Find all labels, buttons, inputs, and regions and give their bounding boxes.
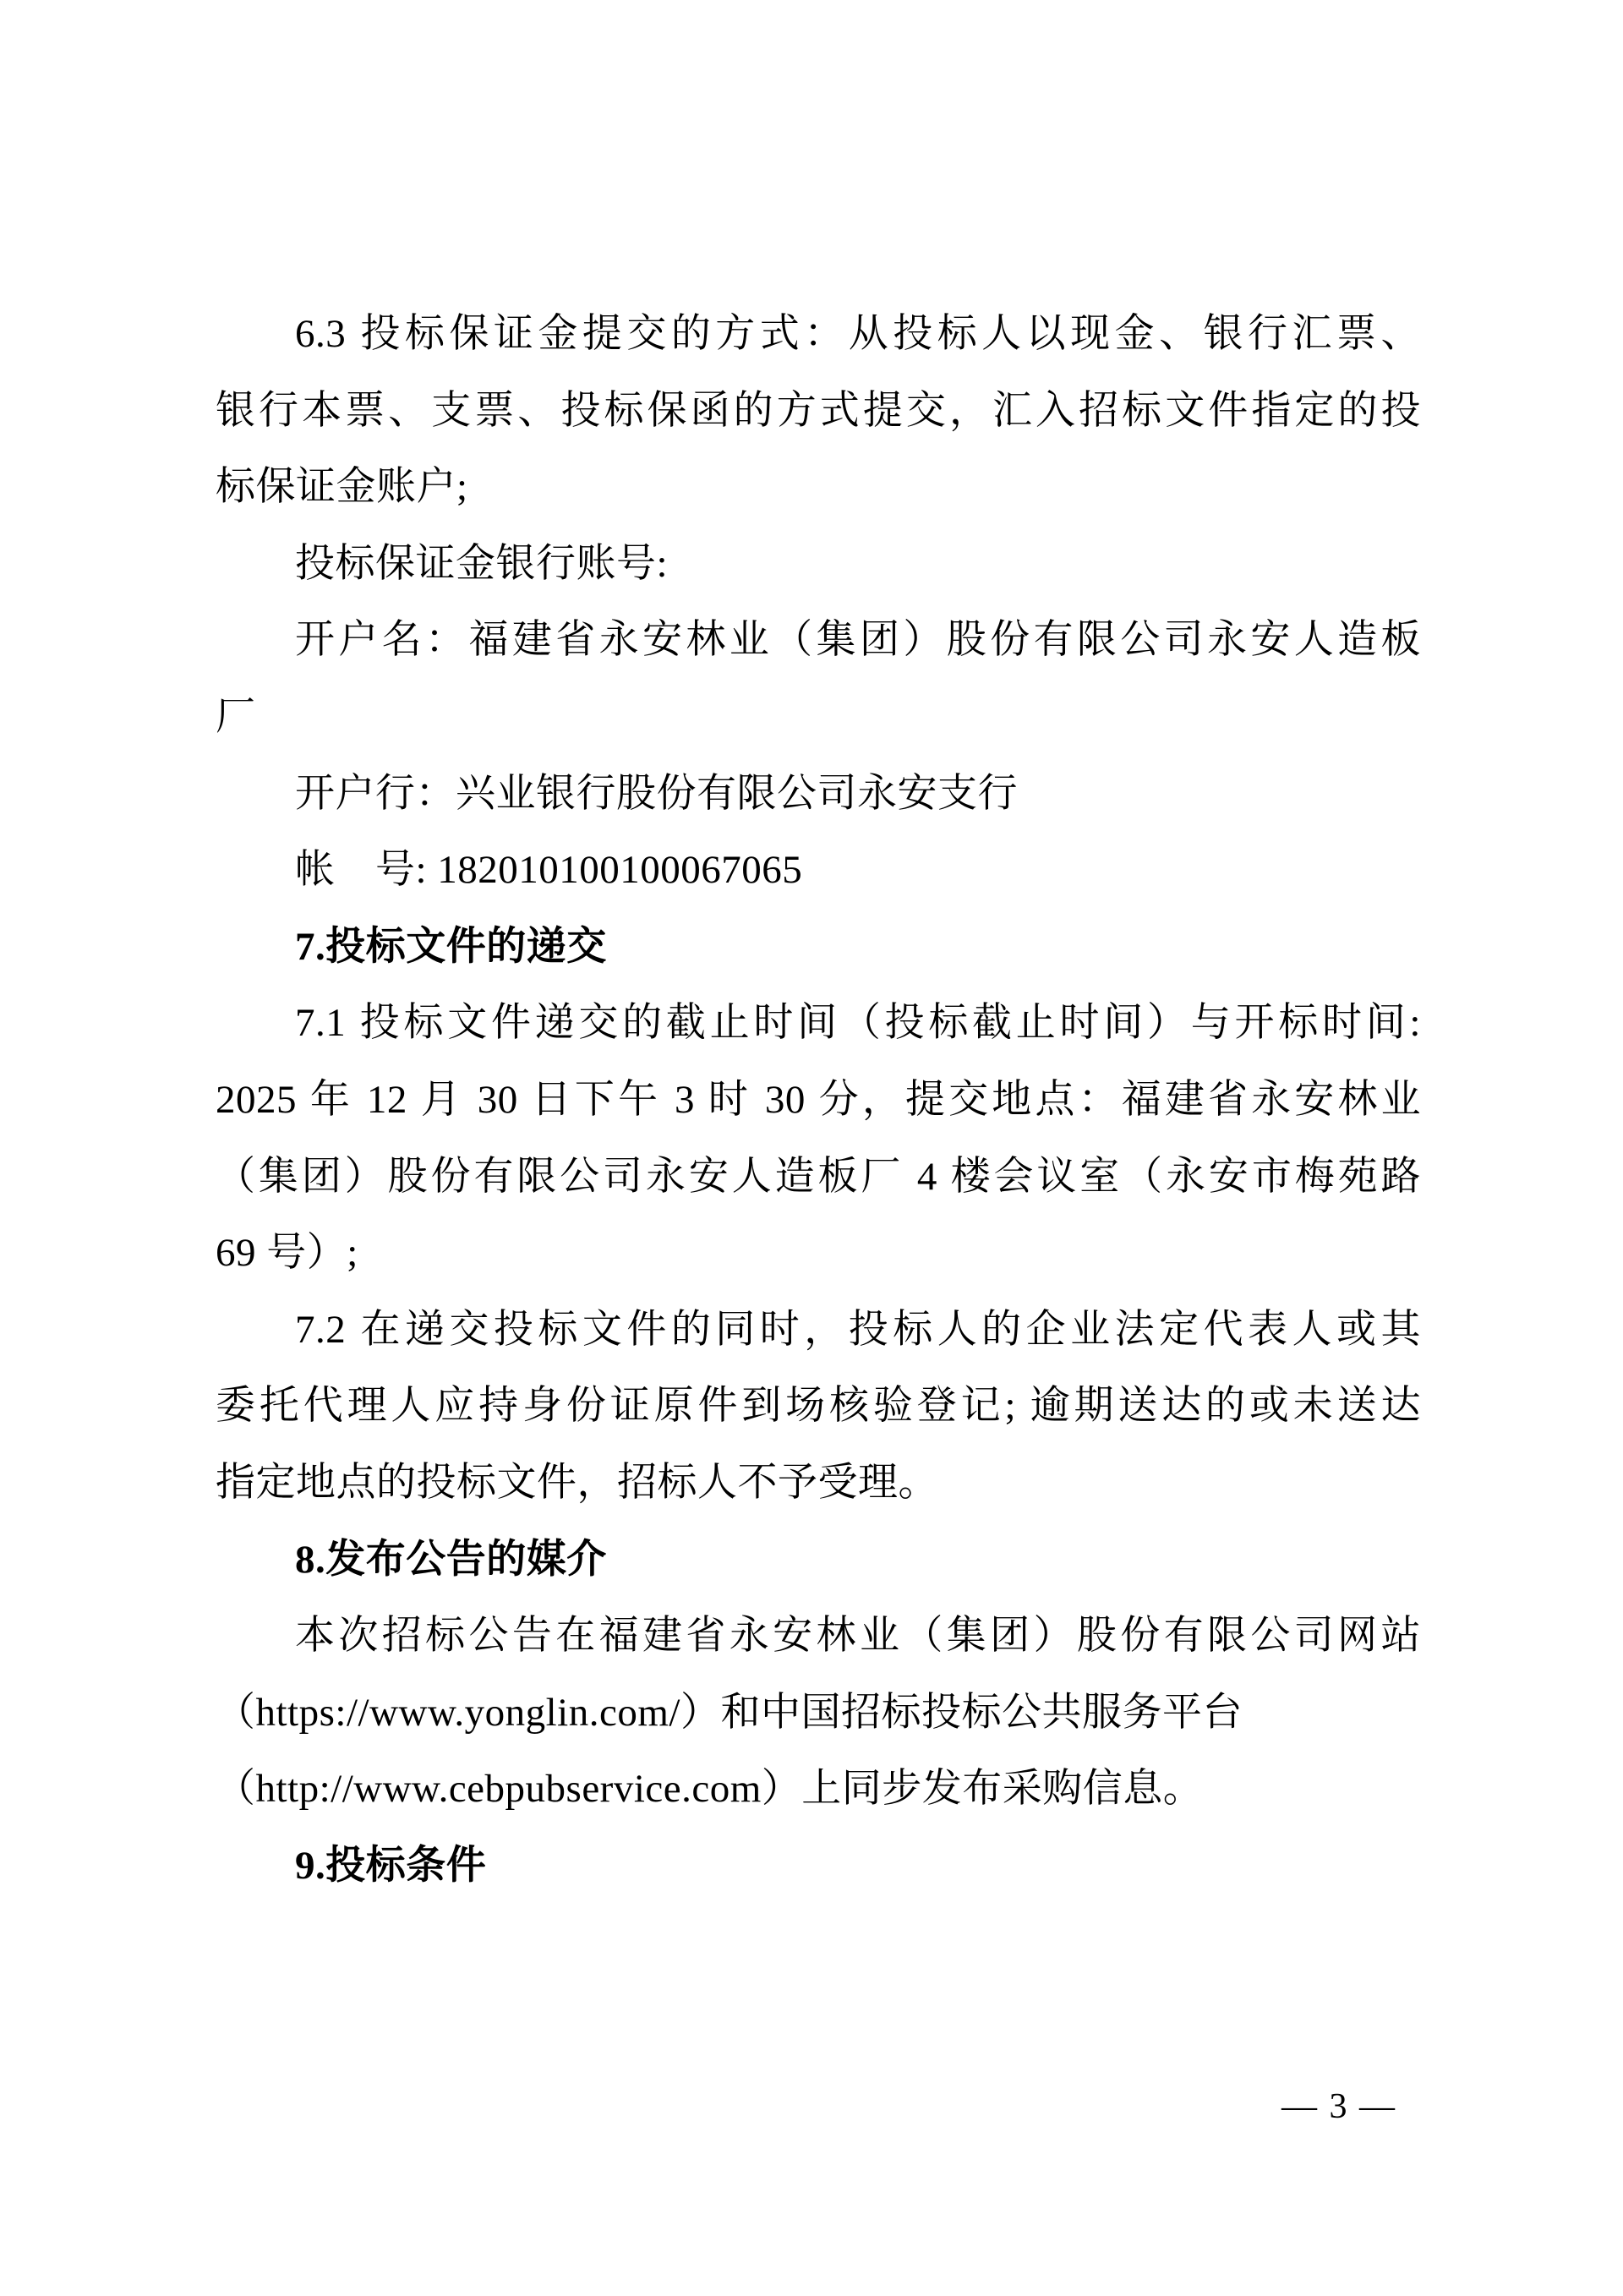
text-line: 69 号）; <box>216 1231 358 1276</box>
text-line: 8.发布公告的媒介 <box>295 1537 607 1582</box>
text-line: 本次招标公告在福建省永安林业（集团）股份有限公司网站 <box>295 1614 1421 1659</box>
text-line: （https://www.yonglin.com/）和中国招标投标公共服务平台 <box>216 1690 1243 1735</box>
text-line: 帐 号: 182010100100067065 <box>295 848 803 893</box>
text-line: 开户行：兴业银行股份有限公司永安支行 <box>295 771 1018 816</box>
text-line: （集团）股份有限公司永安人造板厂 4 楼会议室（永安市梅苑路 <box>216 1154 1421 1199</box>
text-line: 指定地点的投标文件，招标人不予受理。 <box>216 1460 938 1505</box>
text-line: 9.投标条件 <box>295 1843 487 1888</box>
text-line: 委托代理人应持身份证原件到场核验登记; 逾期送达的或未送达 <box>216 1384 1421 1429</box>
page-number: — 3 — <box>1281 2087 1396 2126</box>
text-line: 投标保证金银行账号: <box>295 541 669 586</box>
text-line: 厂 <box>216 694 256 739</box>
text-line: 2025 年 12 月 30 日下午 3 时 30 分，提交地点：福建省永安林业 <box>216 1077 1421 1122</box>
text-line: 6.3 投标保证金提交的方式：从投标人以现金、银行汇票、 <box>295 312 1421 356</box>
text-line: 标保证金账户; <box>216 465 468 510</box>
text-line: 银行本票、支票、投标保函的方式提交，汇入招标文件指定的投 <box>216 388 1421 433</box>
text-line: 7.投标文件的递交 <box>295 924 607 969</box>
text-line: 开户名：福建省永安林业（集团）股份有限公司永安人造板 <box>295 618 1421 663</box>
text-line: 7.1 投标文件递交的截止时间（投标截止时间）与开标时间: <box>295 1001 1421 1046</box>
text-line: 7.2 在递交投标文件的同时，投标人的企业法定代表人或其 <box>295 1307 1421 1352</box>
text-line: （http://www.cebpubservice.com）上同步发布采购信息。 <box>216 1767 1204 1812</box>
document-body <box>216 296 1421 1904</box>
